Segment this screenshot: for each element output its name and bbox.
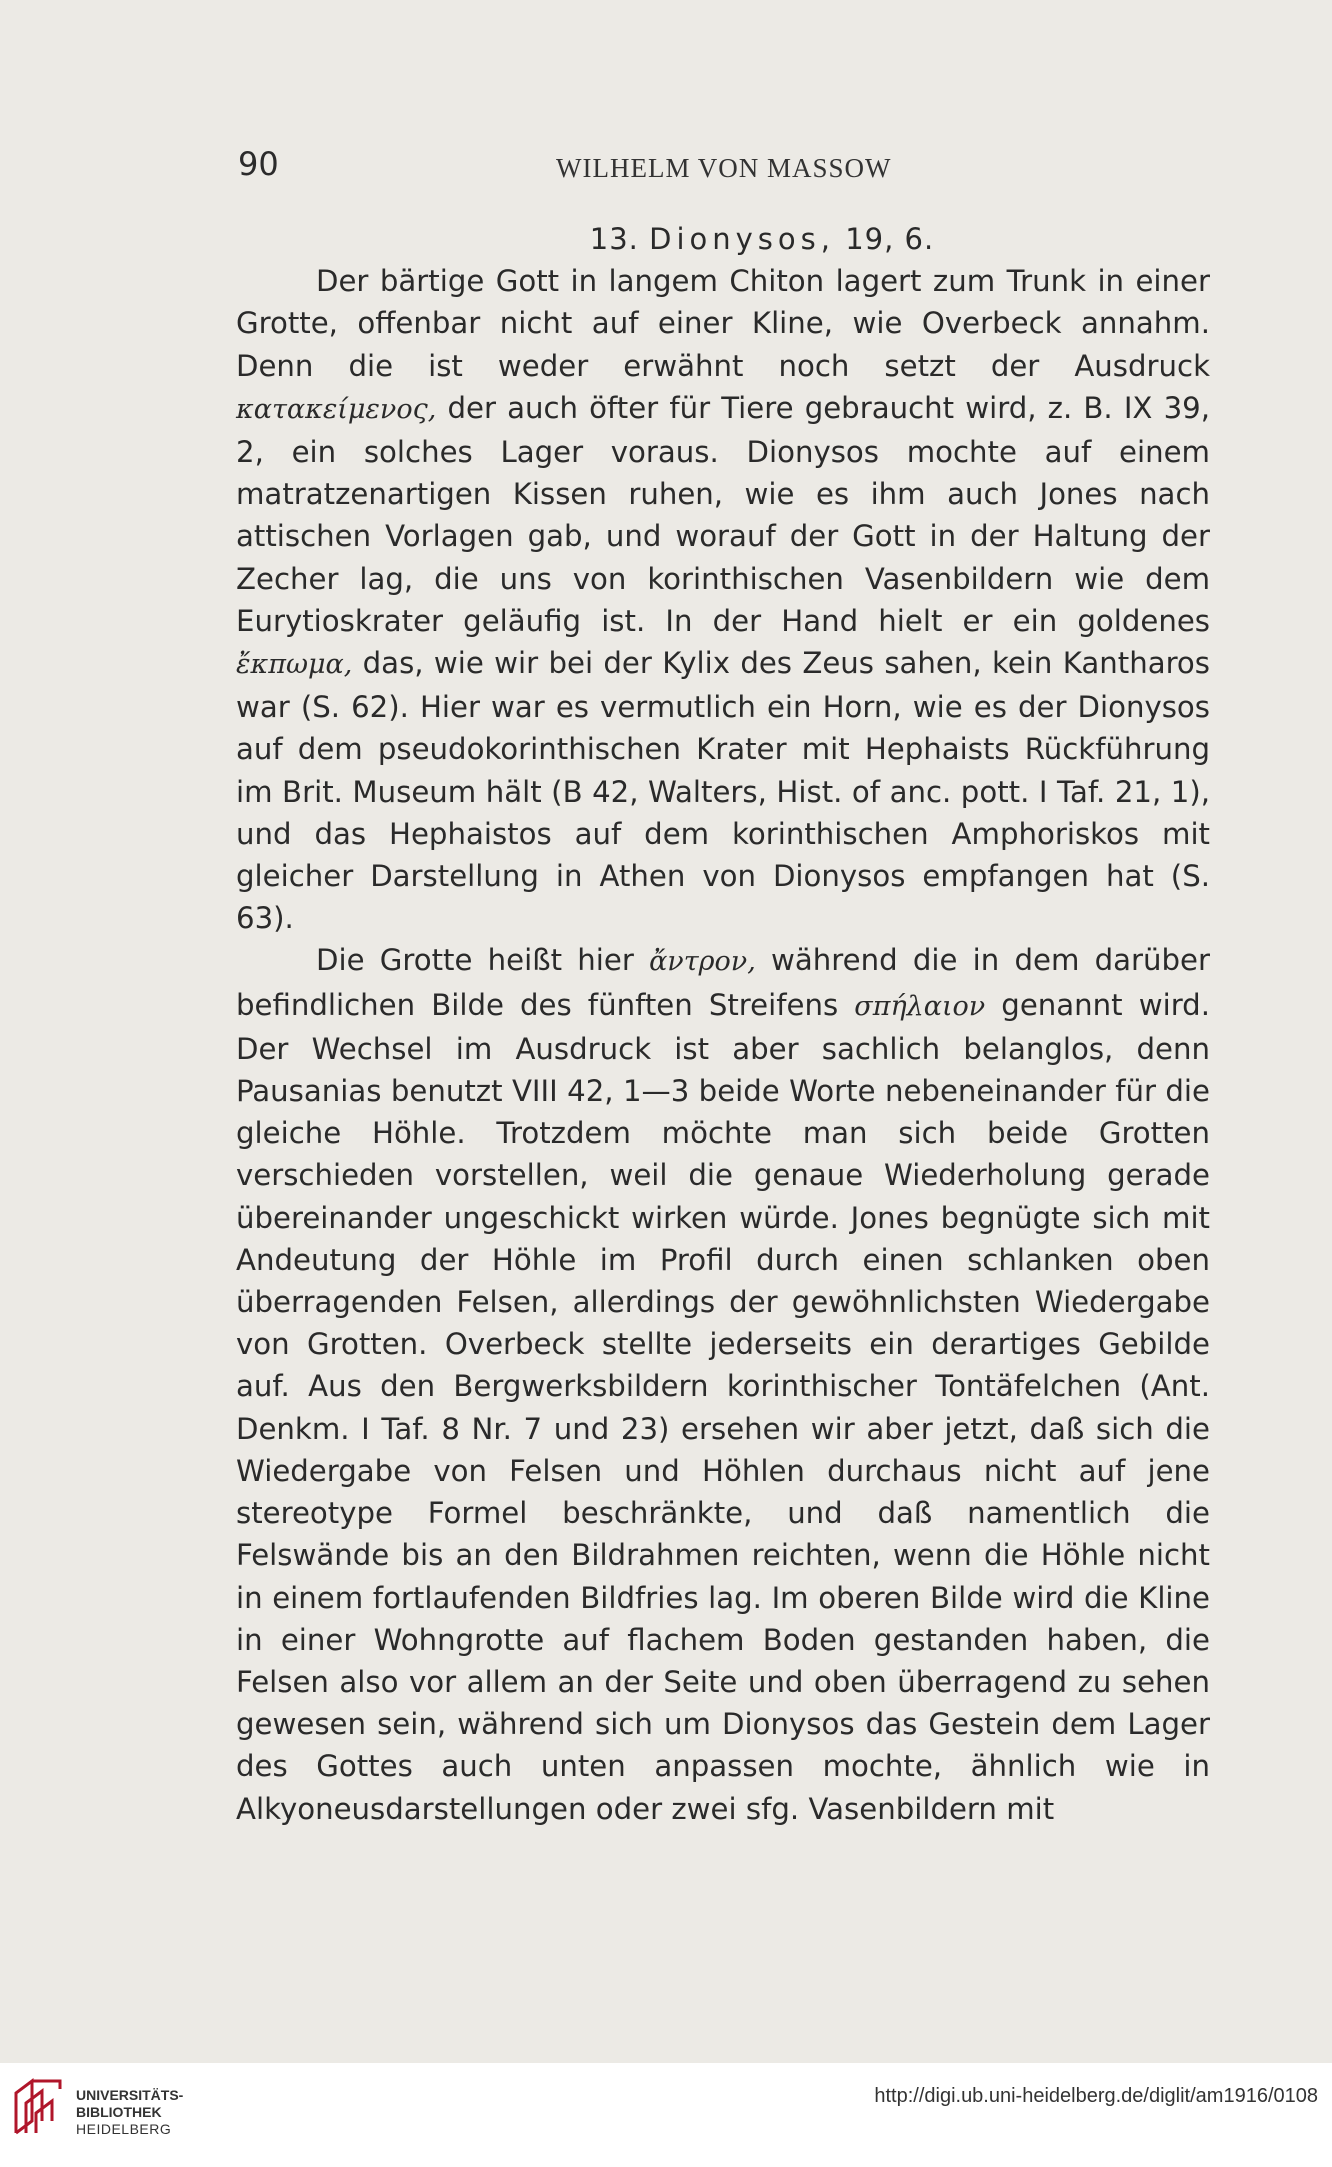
greek-term: ἄντρον, <box>649 946 756 978</box>
page-header <box>238 145 1210 195</box>
section-number: 13. <box>589 222 639 256</box>
institution-line: BIBLIOTHEK <box>76 2104 162 2120</box>
text-run: das, wie wir bei der Kylix des Zeus sahen, kein Kantharos war (S. 62). Hier war es vermutlich ein Horn, wie es der Dionysos auf dem pseudokorinthischen Krater mit Hephaists Rückführung im Brit. Museum hält (B 42, Walters, Hist. of anc. pott. I Taf. 21, 1), und das Hephaistos auf dem korinthischen Amphoriskos mit gleicher Darstellung in Athen von Dionysos empfangen hat (S. 63). <box>236 646 1210 936</box>
institution-line: HEIDELBERG <box>76 2121 172 2137</box>
text-run: Der bärtige Gott in langem Chiton lagert zum Trunk in einer Grotte, offenbar nicht auf einer Kline, wie Overbeck annahm. Denn die ist weder erwähnt noch setzt der Ausdruck <box>236 264 1210 383</box>
library-logo-icon <box>12 2077 64 2135</box>
greek-term: κατακείμενος, <box>236 393 437 425</box>
running-head: WILHELM VON MASSOW <box>556 153 892 183</box>
greek-term: σπήλαιον <box>854 990 986 1022</box>
text-run: genannt wird. Der Wechsel im Ausdruck ist aber sachlich belanglos, denn Pausanias benutzt VIII 42, 1—3 beide Worte nebeneinander für die gleiche Höhle. Trotzdem möchte man sich beide Grotten verschieden vorstellen, weil die genaue Wiederholung gerade übereinander ungeschickt wirken würde. Jones begnügte sich mit Andeutung der Höhle im Profil durch einen schlanken oben überragenden Felsen, allerdings der gewöhnlichsten Wiedergabe von Grotten. Overbeck stellte jederseits ein derartiges Gebilde auf. Aus den Bergwerksbildern korinthischer Tontäfelchen (Ant. Denkm. I Taf. 8 Nr. 7 und 23) ersehen wir aber jetzt, daß sich die Wiedergabe von Felsen und Höhlen durchaus nicht auf jene stereotype Formel beschränkte, und daß namentlich die Felswände bis an den Bildrahmen reichten, wenn die Höhle nicht in einem fortlaufenden Bildfries lag. Im oberen Bilde wird die Kline in einer Wohngrotte auf flachem Boden gestanden haben, die Felsen also vor allem an der Seite und oben überragend zu sehen gewesen sein, während sich um Dionysos das Gestein dem Lager des Gottes auch unten anpassen mochte, ähnlich wie in Alkyoneusdarstellungen oder zwei sfg. Vasenbildern mit <box>236 987 1210 1826</box>
page-number: 90 <box>238 145 279 183</box>
footer-bar <box>0 2063 1332 2167</box>
paragraph <box>236 939 1210 1829</box>
text-run: der auch öfter für Tiere gebraucht wird, z. B. IX 39, 2, ein solches Lager voraus. Dionysos mochte auf einem matratzenartigen Kissen ruhen, wie es ihm auch Jones nach attischen Vorlagen gab, und worauf der Gott in der Haltung der Zecher lag, die uns von korinthischen Vasenbildern wie dem Eurytioskrater geläufig ist. In der Hand hielt er ein goldenes <box>236 390 1210 638</box>
section-heading <box>236 218 1210 260</box>
text-run: während die in dem darüber befindlichen Bilde des fünften Streifens <box>236 943 1210 1022</box>
body-text <box>236 218 1210 1830</box>
source-url-link[interactable]: http://digi.ub.uni-heidelberg.de/diglit/am1916/0108 <box>874 2085 1318 2107</box>
institution-line: UNIVERSITÄTS- <box>76 2087 184 2103</box>
text-run: Die Grotte heißt hier <box>316 943 650 978</box>
paragraph <box>236 260 1210 939</box>
greek-term: ἔκπωμα, <box>236 649 353 681</box>
section-reference: 19, 6. <box>845 222 935 256</box>
institution-name <box>76 2087 183 2138</box>
section-name: Dionysos, <box>649 222 835 256</box>
